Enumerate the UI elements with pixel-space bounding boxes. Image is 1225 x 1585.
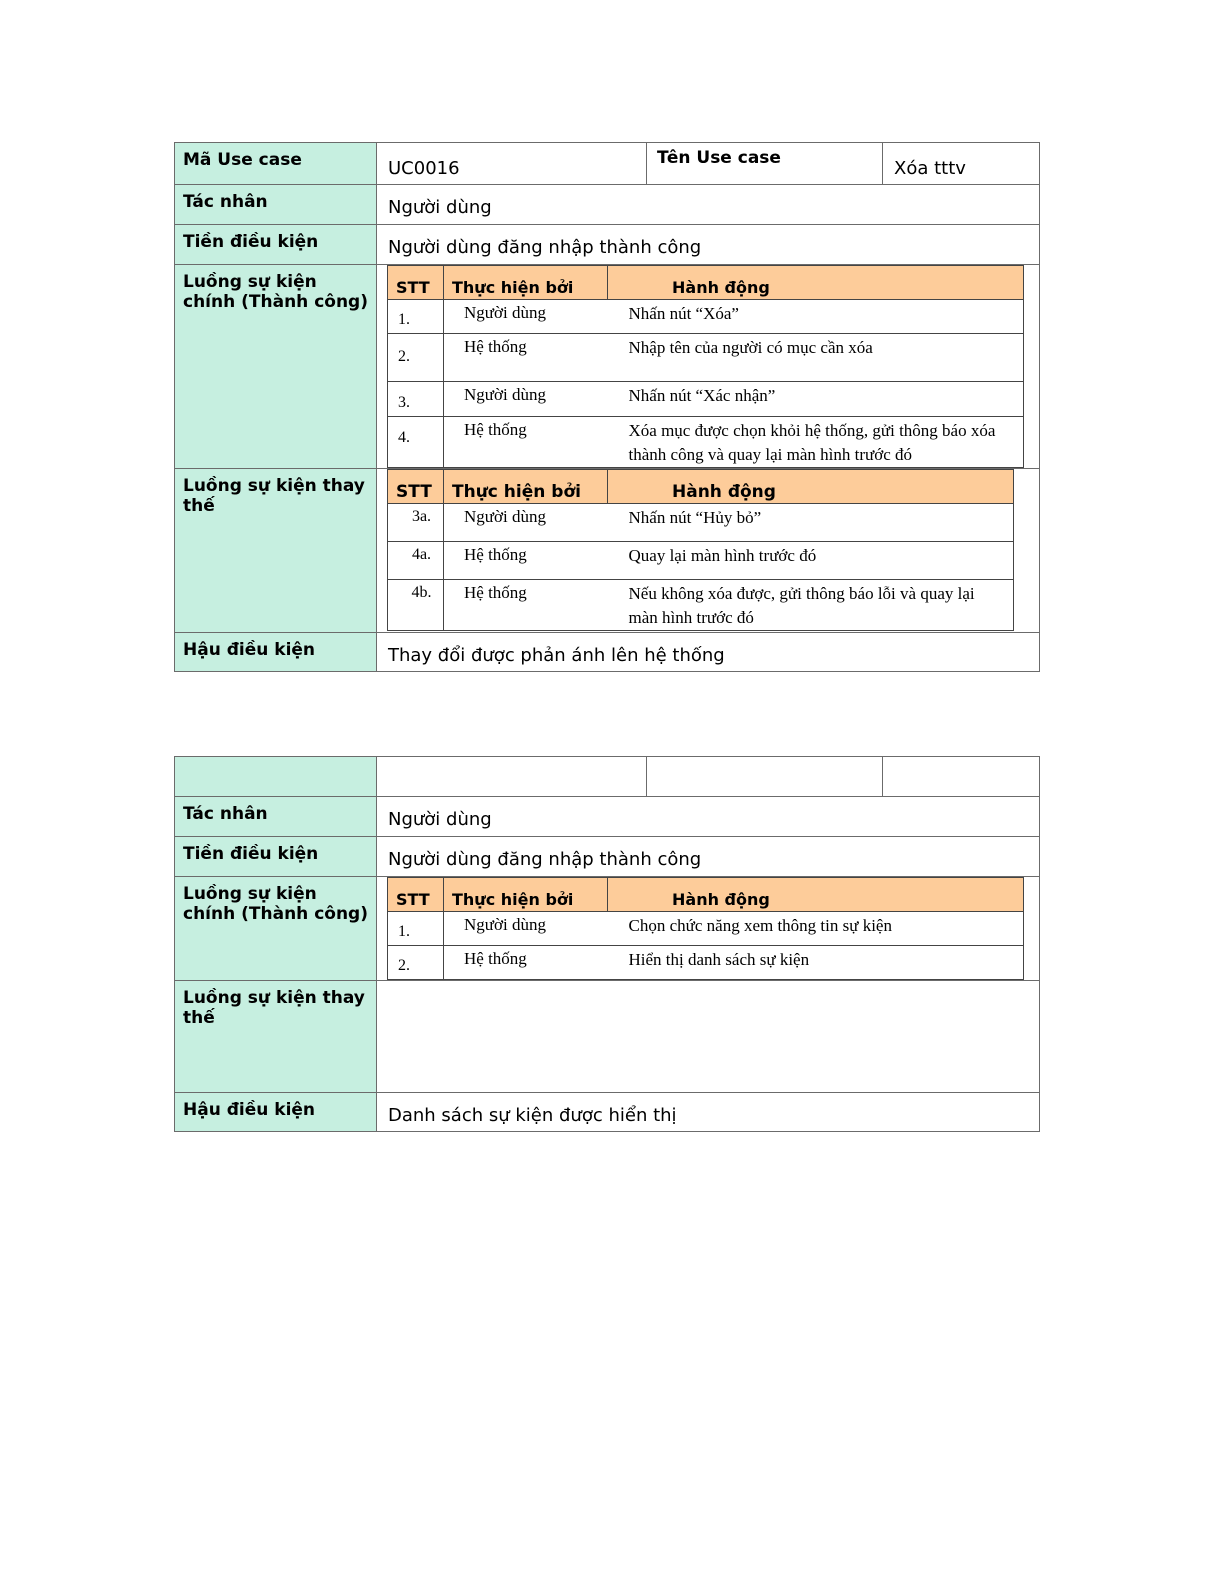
step-action: Hiển thị danh sách sự kiện	[608, 946, 1024, 980]
use-case-code: UC0016	[377, 143, 647, 185]
step-number: 1.	[388, 300, 444, 334]
step-performer: Người dùng	[444, 300, 608, 334]
stt-header: STT	[388, 470, 444, 504]
step-number: 3.	[388, 382, 444, 417]
action-header: Hành động	[608, 878, 1024, 912]
step-row	[388, 580, 1014, 631]
step-action: Quay lại màn hình trước đó	[608, 542, 1014, 580]
step-row	[388, 334, 1024, 382]
performer-header: Thực hiện bởi	[444, 470, 608, 504]
precondition-value: Người dùng đăng nhập thành công	[377, 225, 1040, 265]
step-row	[388, 504, 1014, 542]
actor-value: Người dùng	[377, 797, 1040, 837]
actor-label: Tác nhân	[175, 797, 377, 837]
postcondition-label: Hậu điều kiện	[175, 633, 377, 672]
step-row	[388, 417, 1024, 468]
step-number: 4b.	[388, 580, 444, 631]
use-case-name-label: Tên Use case	[647, 143, 883, 185]
use-case-name: Xóa tttv	[883, 143, 1040, 185]
step-performer: Hệ thống	[444, 580, 608, 631]
postcondition-value: Thay đổi được phản ánh lên hệ thống	[377, 633, 1040, 672]
use-case-name-empty	[883, 757, 1040, 797]
use-case-code-label-empty	[175, 757, 377, 797]
main-flow-cell	[377, 265, 1040, 469]
use-case-table-2	[174, 756, 1040, 1132]
use-case-table-1	[174, 142, 1040, 672]
steps-header-row	[388, 878, 1024, 912]
stt-header: STT	[388, 878, 444, 912]
step-row	[388, 946, 1024, 980]
actor-value: Người dùng	[377, 185, 1040, 225]
step-action: Xóa mục được chọn khỏi hệ thống, gửi thông báo xóa thành công và quay lại màn hình trước đó	[608, 417, 1024, 468]
step-performer: Hệ thống	[444, 334, 608, 382]
step-row	[388, 542, 1014, 580]
alternate-flow-steps-table	[387, 469, 1014, 631]
main-flow-steps-table	[387, 877, 1024, 980]
main-flow-label: Luồng sự kiện chính (Thành công)	[175, 265, 377, 469]
step-performer: Người dùng	[444, 504, 608, 542]
performer-header: Thực hiện bởi	[444, 266, 608, 300]
alternate-flow-cell	[377, 469, 1040, 633]
step-action: Nhấn nút “Hủy bỏ”	[608, 504, 1014, 542]
actor-label: Tác nhân	[175, 185, 377, 225]
postcondition-label: Hậu điều kiện	[175, 1093, 377, 1132]
performer-header: Thực hiện bởi	[444, 878, 608, 912]
step-performer: Hệ thống	[444, 946, 608, 980]
alternate-flow-value-empty	[377, 981, 1040, 1093]
step-performer: Hệ thống	[444, 542, 608, 580]
precondition-label: Tiền điều kiện	[175, 225, 377, 265]
use-case-code-label: Mã Use case	[175, 143, 377, 185]
step-action: Chọn chức năng xem thông tin sự kiện	[608, 912, 1024, 946]
action-header: Hành động	[608, 470, 1014, 504]
main-flow-cell	[377, 877, 1040, 981]
step-number: 4.	[388, 417, 444, 468]
step-action: Nhập tên của người có mục cần xóa	[608, 334, 1024, 382]
steps-header-row	[388, 266, 1024, 300]
step-number: 2.	[388, 946, 444, 980]
step-action: Nếu không xóa được, gửi thông báo lỗi và quay lại màn hình trước đó	[608, 580, 1014, 631]
stt-header: STT	[388, 266, 444, 300]
step-number: 3a.	[388, 504, 444, 542]
steps-header-row	[388, 470, 1014, 504]
postcondition-value: Danh sách sự kiện được hiển thị	[377, 1093, 1040, 1132]
step-number: 1.	[388, 912, 444, 946]
step-performer: Người dùng	[444, 382, 608, 417]
use-case-code-empty	[377, 757, 647, 797]
step-action: Nhấn nút “Xác nhận”	[608, 382, 1024, 417]
step-performer: Người dùng	[444, 912, 608, 946]
step-number: 2.	[388, 334, 444, 382]
precondition-value: Người dùng đăng nhập thành công	[377, 837, 1040, 877]
main-flow-label: Luồng sự kiện chính (Thành công)	[175, 877, 377, 981]
main-flow-steps-table	[387, 265, 1024, 468]
step-row	[388, 300, 1024, 334]
use-case-name-label-empty	[647, 757, 883, 797]
precondition-label: Tiền điều kiện	[175, 837, 377, 877]
alternate-flow-label: Luồng sự kiện thay thế	[175, 469, 377, 633]
step-number: 4a.	[388, 542, 444, 580]
step-performer: Hệ thống	[444, 417, 608, 468]
step-action: Nhấn nút “Xóa”	[608, 300, 1024, 334]
step-row	[388, 382, 1024, 417]
action-header: Hành động	[608, 266, 1024, 300]
step-row	[388, 912, 1024, 946]
alternate-flow-label: Luồng sự kiện thay thế	[175, 981, 377, 1093]
